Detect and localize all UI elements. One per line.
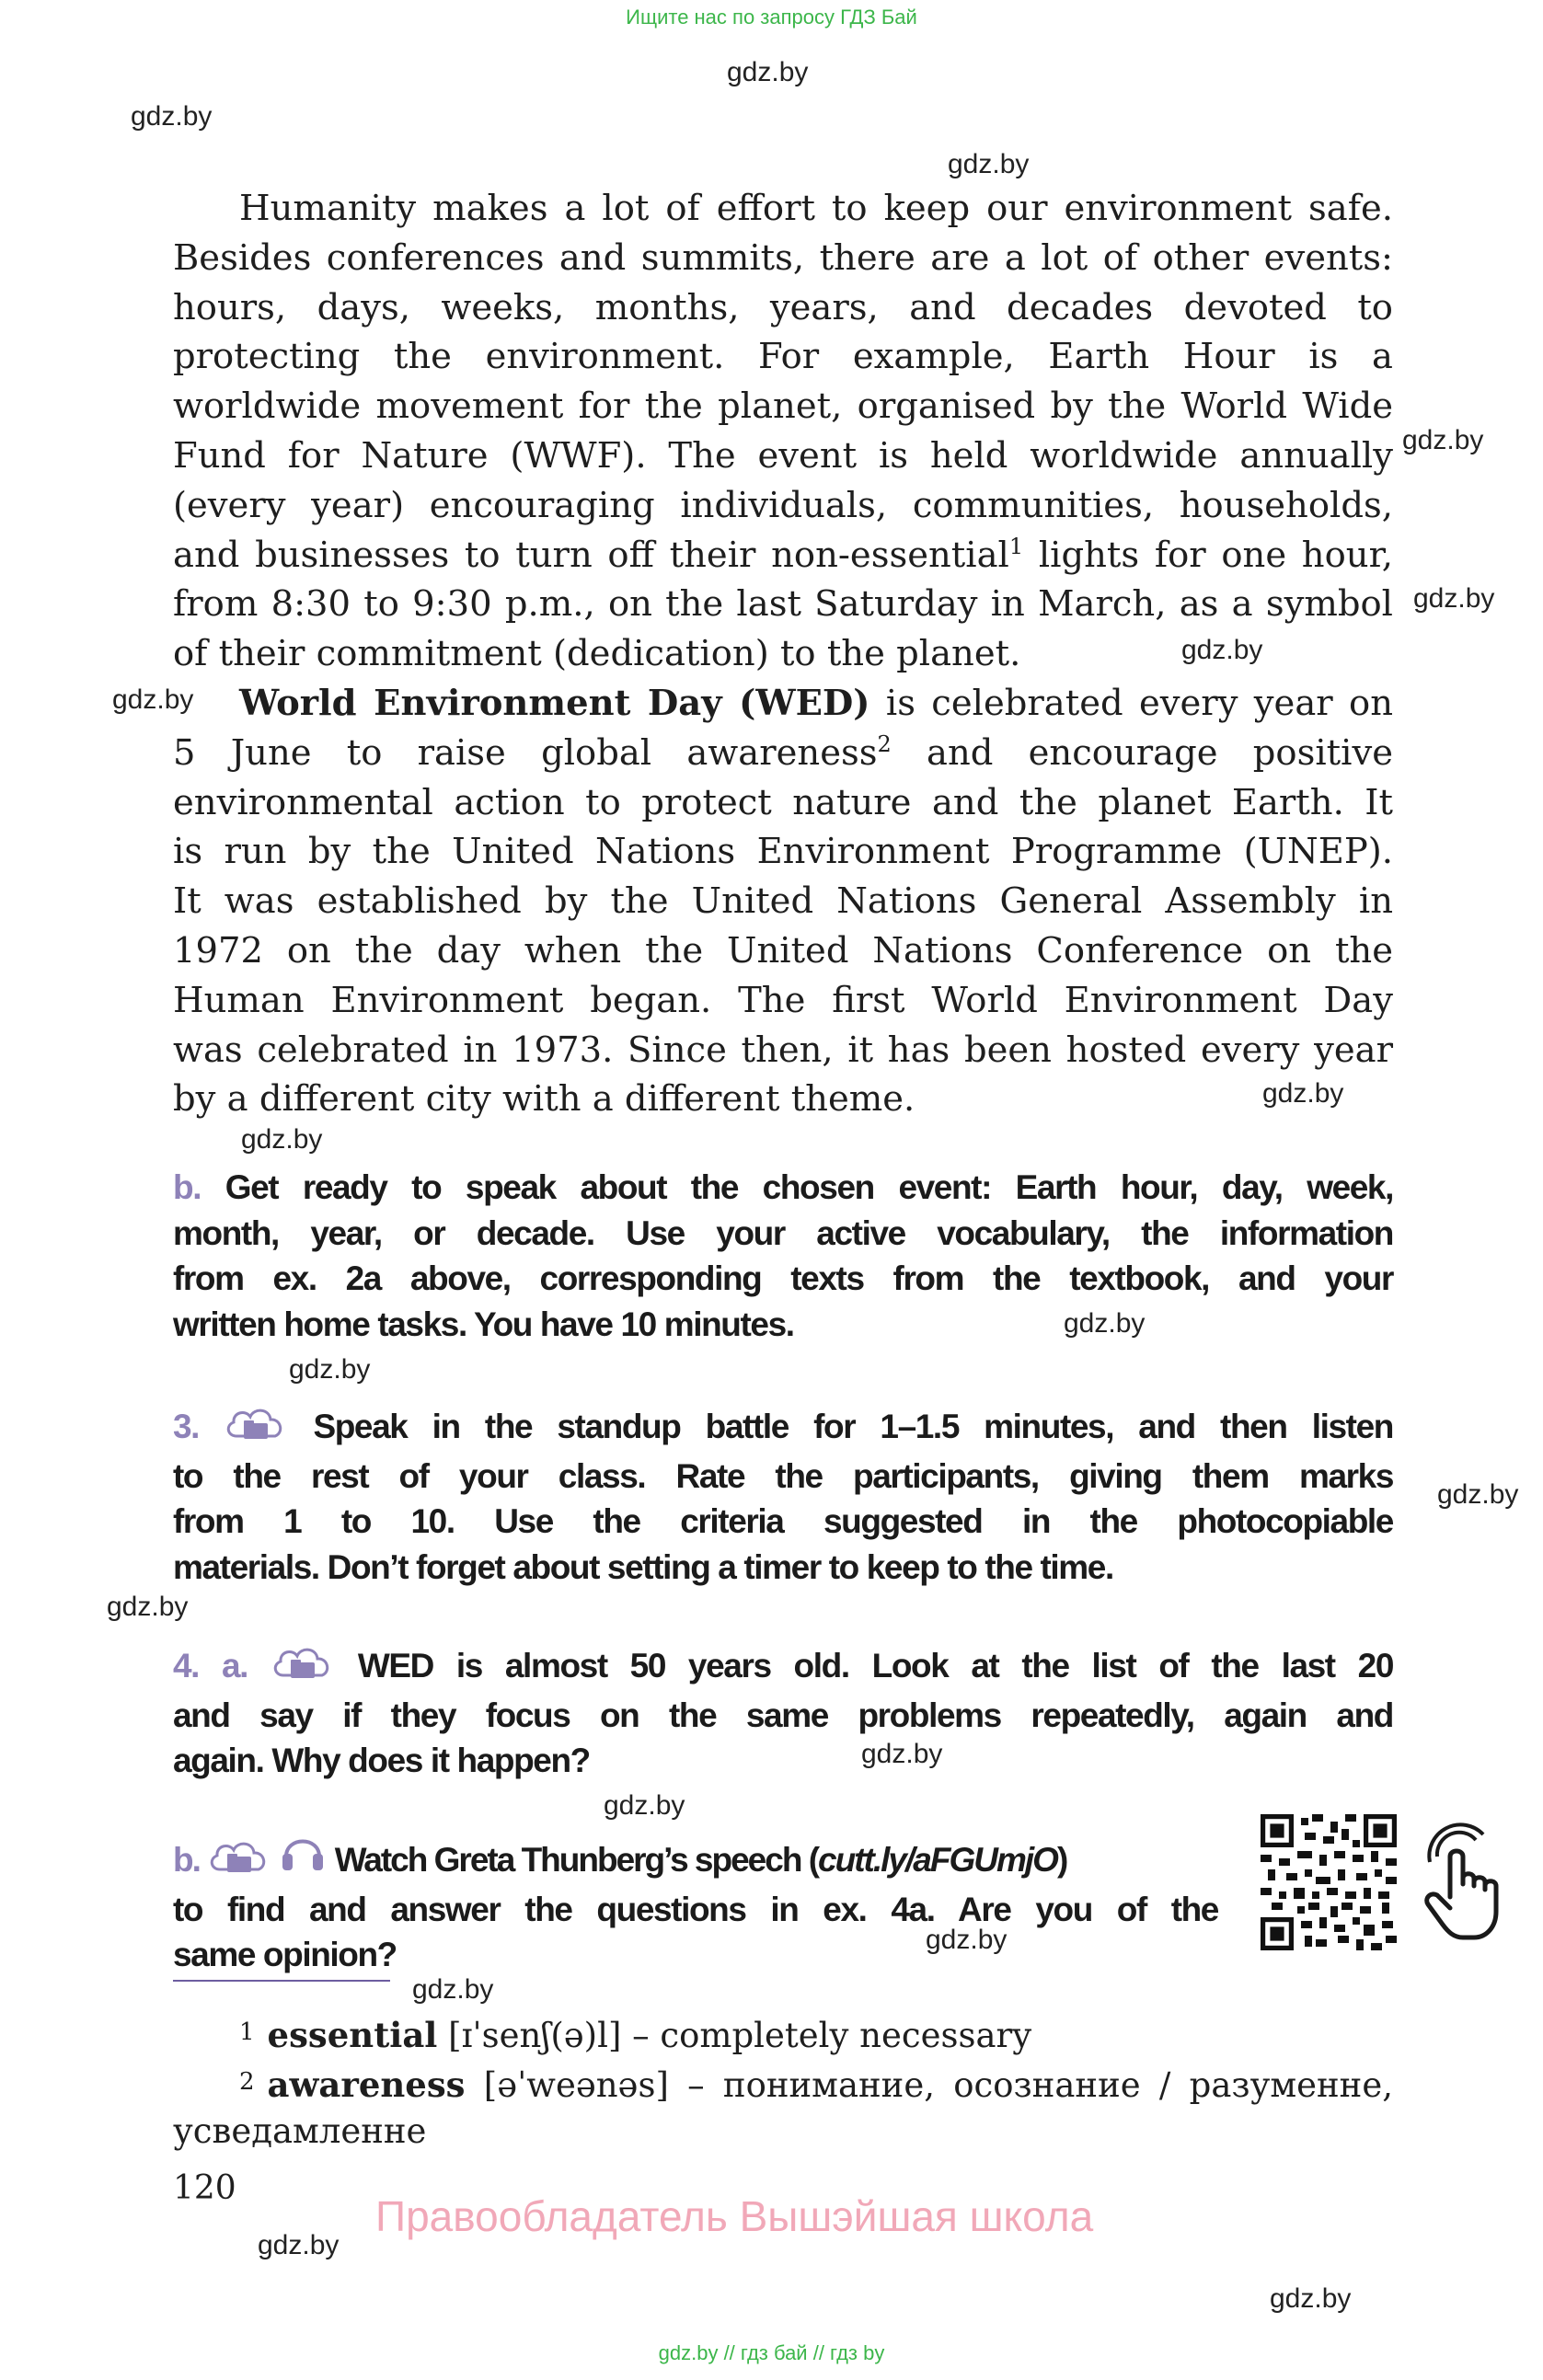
text-line: Besides conferences and summits, there are a lot of other events: bbox=[173, 236, 1393, 279]
footnote-number: 2 bbox=[239, 2068, 255, 2096]
footnote-term: essential bbox=[267, 2015, 438, 2055]
watermark: gdz.by bbox=[1270, 2283, 1352, 2314]
watermark: gdz.by bbox=[948, 149, 1030, 179]
cloud-folder-icon bbox=[271, 1644, 335, 1693]
watermark: gdz.by bbox=[1437, 1479, 1519, 1510]
speech-link[interactable]: cutt.ly/aFGUmjO bbox=[818, 1841, 1057, 1879]
footnote-term: awareness bbox=[267, 2064, 466, 2105]
task-text: Watch Greta Thunberg’s speech ( bbox=[334, 1841, 819, 1879]
text-line: hours, days, weeks, months, years, and decades devoted to bbox=[173, 286, 1393, 328]
text-line: environmental action to protect nature and the planet Earth. It bbox=[173, 781, 1393, 823]
text-fragment: lights for one hour, bbox=[1038, 534, 1393, 576]
task-line: from ex. 2a above, corresponding texts from the textbook, and your bbox=[173, 1259, 1393, 1297]
watermark: gdz.by bbox=[1262, 1078, 1344, 1109]
watermark: gdz.by bbox=[131, 101, 213, 132]
task-text: WED is almost 50 years old. Look at the list of the last 20 bbox=[357, 1647, 1393, 1684]
text-line: of their commitment (dedication) to the planet. bbox=[173, 633, 1021, 675]
task-line: again. Why does it happen? bbox=[173, 1742, 590, 1779]
task-line: from 1 to 10. Use the criteria suggested in the photocopiable bbox=[173, 1502, 1393, 1540]
page-number: 120 bbox=[173, 2169, 236, 2207]
task-line: to find and answer the questions in ex. 4a. Are you of the bbox=[173, 1890, 1218, 1928]
footnote-2 bbox=[173, 2059, 1393, 2109]
paragraph-wed bbox=[173, 679, 1393, 1124]
watermark: gdz.by bbox=[1413, 583, 1495, 614]
watermark: gdz.by bbox=[861, 1739, 943, 1769]
term-wed: World Environment Day (WED) bbox=[239, 683, 870, 724]
task-line: to the rest of your class. Rate the participants, giving them marks bbox=[173, 1456, 1393, 1495]
task-label: b. bbox=[173, 1168, 202, 1206]
top-search-link[interactable]: Ищите нас по запросу ГДЗ Бай bbox=[626, 6, 917, 29]
task-3 bbox=[173, 1404, 1393, 1590]
task-4a bbox=[173, 1643, 1393, 1784]
watermark: gdz.by bbox=[1064, 1308, 1146, 1339]
task-line bbox=[173, 1827, 1218, 1887]
text-line: Humanity makes a lot of effort to keep our environment safe. bbox=[239, 188, 1393, 229]
touch-hand-icon bbox=[1417, 1820, 1513, 1943]
text-line: (every year) encouraging individuals, communities, households, bbox=[173, 484, 1393, 526]
watermark: gdz.by bbox=[604, 1790, 685, 1821]
footnote-definition: [əˈweənəs] – понимание, осознание / разуменне, bbox=[483, 2065, 1393, 2105]
cloud-folder-icon bbox=[224, 1405, 288, 1454]
task-line: materials. Don’t forget about setting a timer to keep to the time. bbox=[173, 1547, 1113, 1586]
task-label: 4. a. bbox=[173, 1647, 248, 1684]
footnote-number: 1 bbox=[239, 2018, 255, 2046]
text-line: from 8:30 to 9:30 p.m., on the last Saturday in March, as a symbol bbox=[173, 583, 1393, 626]
text-line: is run by the United Nations Environment Programme (UNEP). bbox=[173, 831, 1393, 873]
footnote-2-continuation: усведамленне bbox=[173, 2111, 427, 2151]
cloud-folder-icon bbox=[207, 1838, 271, 1887]
task-line: same opinion? bbox=[173, 1936, 397, 1973]
watermark: gdz.by bbox=[1402, 425, 1484, 455]
watermark: gdz.by bbox=[107, 1592, 189, 1622]
task-line: and say if they focus on the same problems repeatedly, again and bbox=[173, 1696, 1393, 1734]
task-text: Speak in the standup battle for 1–1.5 minutes, and then listen bbox=[313, 1408, 1393, 1445]
text-line bbox=[173, 679, 1393, 729]
text-fragment: and encourage positive bbox=[927, 731, 1393, 774]
task-2b bbox=[173, 1165, 1393, 1347]
watermark: gdz.by bbox=[112, 684, 194, 715]
task-text: ) bbox=[1056, 1841, 1067, 1879]
task-line: month, year, or decade. Use your active vocabulary, the information bbox=[173, 1213, 1393, 1252]
watermark: gdz.by bbox=[412, 1974, 494, 2005]
watermark: gdz.by bbox=[289, 1354, 371, 1385]
footnote-1 bbox=[173, 2009, 1393, 2059]
footnote-ref-1: 1 bbox=[1008, 533, 1024, 559]
task-line bbox=[173, 1165, 1393, 1211]
task-label: b. bbox=[173, 1841, 200, 1879]
text-line: It was established by the United Nations General Assembly in bbox=[173, 880, 1393, 923]
text-line: was celebrated in 1973. Since then, it has been hosted every year bbox=[173, 1029, 1393, 1071]
watermark: gdz.by bbox=[1181, 635, 1263, 665]
qr-code-icon[interactable] bbox=[1261, 1814, 1397, 1950]
copyright-notice: Правообладатель Вышэйшая школа bbox=[375, 2192, 1094, 2240]
text-line: by a different city with a different theme. bbox=[173, 1078, 915, 1121]
text-line: 1972 on the day when the United Nations Conference on the bbox=[173, 929, 1393, 972]
task-text: Get ready to speak about the chosen event: Earth hour, day, week, bbox=[225, 1168, 1393, 1206]
headphones-icon bbox=[279, 1827, 327, 1887]
task-4b bbox=[173, 1827, 1218, 1978]
text-line bbox=[173, 531, 1393, 581]
text-line: Human Environment began. The first World Environment Day bbox=[173, 979, 1393, 1021]
task-line bbox=[173, 1643, 1393, 1693]
text-line: worldwide movement for the planet, organised by the World Wide bbox=[173, 385, 1393, 428]
text-line: Fund for Nature (WWF). The event is held worldwide annually bbox=[173, 434, 1393, 477]
watermark: gdz.by bbox=[727, 57, 809, 87]
task-line bbox=[173, 1404, 1393, 1454]
bottom-links[interactable]: gdz.by // гдз бай // гдз by bbox=[658, 2341, 885, 2364]
footnote-divider bbox=[173, 1980, 390, 1982]
footnote-ref-2: 2 bbox=[877, 730, 892, 757]
text-line bbox=[173, 729, 1393, 778]
text-fragment: 5 June to raise global awareness bbox=[173, 731, 878, 774]
text-fragment: and businesses to turn off their non-essential bbox=[173, 534, 1009, 576]
text-fragment: is celebrated every year on bbox=[885, 683, 1393, 724]
paragraph-earth-hour bbox=[173, 184, 1393, 679]
footnotes bbox=[173, 2009, 1393, 2155]
watermark: gdz.by bbox=[241, 1124, 323, 1155]
footnote-definition: [ɪˈsenʃ(ə)l] – completely necessary bbox=[448, 2016, 1032, 2055]
text-line: protecting the environment. For example, Earth Hour is a bbox=[173, 336, 1393, 378]
watermark: gdz.by bbox=[926, 1925, 1008, 1955]
task-label: 3. bbox=[173, 1408, 200, 1445]
watermark: gdz.by bbox=[258, 2230, 340, 2260]
task-line: written home tasks. You have 10 minutes. bbox=[173, 1305, 794, 1343]
